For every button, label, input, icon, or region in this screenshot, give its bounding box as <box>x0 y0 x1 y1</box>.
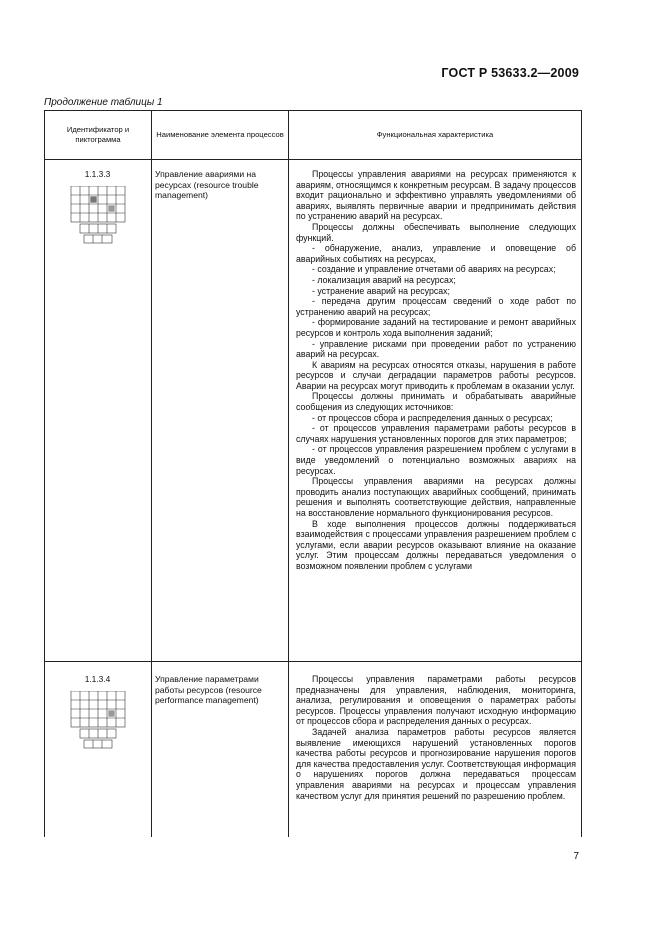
column-header-name: Наименование элемента процессов <box>156 130 284 139</box>
description-paragraph: К авариям на ресурсах относятся отказы, нарушения в работе ресурсов и случаи деградации параметров работы ресурсов. Аварии на ресурсах могут приводить к проблемам в оказании услуг. <box>296 359 576 391</box>
process-description <box>296 169 576 572</box>
description-paragraph: Процессы управления авариями на ресурсах применяются к авариям, относящимся к конкретным ресурсам. В задачу процессов входит рационально и эффективно управлять уведомлениями об авариях, выявлять первичные аварии и предпринимать действия по устранению аварий на ресурсах. <box>296 169 576 222</box>
description-paragraph: Процессы должны обеспечивать выполнение следующих функций. <box>296 221 576 243</box>
description-list-item: - от процессов управления разрешением проблем с услугами в виде уведомлений о потенциально возможных авариях на ресурсах. <box>296 444 576 476</box>
standard-code: ГОСТ Р 53633.2—2009 <box>441 66 579 80</box>
description-list-item: - устранение аварий на ресурсах; <box>312 285 450 296</box>
description-paragraph: Процессы управления авариями на ресурсах должны проводить анализ поступающих аварийных сообщений, принимать решения и выполнять соответствующие действия, направленные на восстановление нормального функционирования ресурсов. <box>296 476 576 518</box>
process-name: Управление параметрами работы ресурсов (resource performance management) <box>155 674 262 706</box>
process-identifier: 1.1.3.4 <box>84 674 111 684</box>
description-paragraph: Процессы должны принимать и обрабатывать аварийные сообщения из следующих источников: <box>296 391 576 413</box>
description-list-item: - от процессов управления параметрами работы ресурсов в случаях нарушения установленных порогов для этих параметров; <box>296 423 576 444</box>
table-caption: Продолжение таблицы 1 <box>44 97 163 108</box>
description-list-item: - от процессов сбора и распределения данных о ресурсах; <box>312 412 553 423</box>
description-paragraph: Задачей анализа параметров работы ресурсов является выявление имеющихся нарушений установленных порогов качества работы ресурсов и прогнозирование нарушения порогов для качества предоставления услуг. Соответствующая информация о нарушениях порогов должна передаваться процессам управления авариями на ресурсах и процессам управления качеством услуг для принятия решений по разрешению проблем. <box>296 726 576 801</box>
description-list-item: - обнаружение, анализ, управление и оповещение об аварийных событиях на ресурсах, <box>296 243 576 264</box>
page-number: 7 <box>573 851 579 862</box>
column-divider-1 <box>151 110 152 837</box>
table-border-right <box>581 110 582 837</box>
row-id-cell <box>44 169 151 244</box>
process-pictogram-icon <box>70 186 126 244</box>
description-list-item: - локализация аварий на ресурсах; <box>312 274 456 285</box>
process-identifier: 1.1.3.3 <box>84 169 111 179</box>
process-table <box>44 110 582 837</box>
column-header-description: Функциональная характеристика <box>376 130 494 139</box>
description-list-item: - создание и управление отчетами об авариях на ресурсах; <box>312 264 556 275</box>
process-name: Управление авариями на ресурсах (resource trouble management) <box>155 169 259 201</box>
column-divider-2 <box>288 110 289 837</box>
description-paragraph: Процессы управления параметрами работы ресурсов предназначены для управления, наблюдения, мониторинга, анализа, регулирования и оповещения о параметрах работы ресурсов. Процессы управления получают исходную информацию от процессов сбора и распределения данных о ресурсах. <box>296 674 576 727</box>
process-description <box>296 674 576 801</box>
description-list-item: - формирование заданий на тестирование и ремонт аварийных ресурсов и контроль хода выполнения заданий; <box>296 317 576 338</box>
description-list-item: - управление рисками при проведении работ по устранению аварий на ресурсах. <box>296 338 576 360</box>
process-pictogram-icon <box>70 691 126 749</box>
column-header-id: Идентификатор и пиктограмма <box>66 125 130 144</box>
row-divider <box>44 661 582 662</box>
description-list-item: - передача другим процессам сведений о ходе работ по устранению аварий на ресурсах; <box>296 296 576 317</box>
header-bottom-border <box>44 159 582 160</box>
row-id-cell <box>44 674 151 749</box>
description-paragraph: В ходе выполнения процессов должны поддерживаться взаимодействия с процессами управления разрешением проблем с услугами, если аварии ресурсов оказывают влияние на оказание услуг. Этим процессам должны передаваться уведомления о возможном появлении проблем с услугами <box>296 518 576 571</box>
